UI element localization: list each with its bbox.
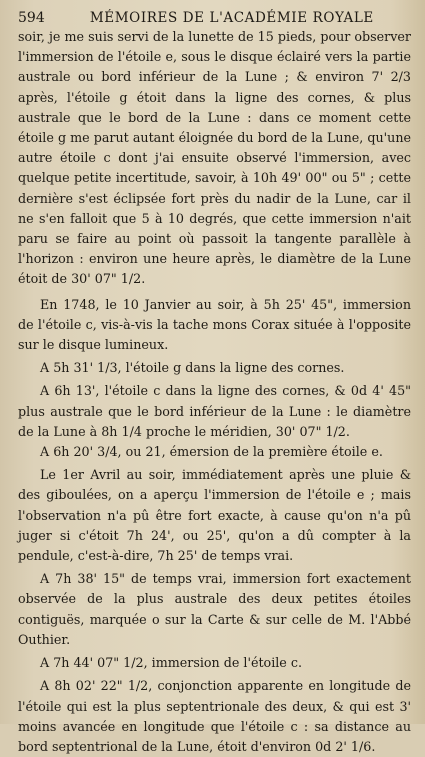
page-number: 594 (18, 10, 45, 26)
running-title: MÉMOIRES DE L'ACADÉMIE ROYALE (89, 10, 374, 26)
paragraph-8: A 7h 44' 07" 1/2, immersion de l'étoile c. (40, 655, 302, 671)
paragraph-4: A 6h 13', l'étoile c dans la ligne des cornes, & 0d 4' 45" plus australe que le bord inférieur de la Lune : le diamètre de la Lune à 8h 1/4 proche le méridien, 30' 07" 1/2. (18, 383, 411, 439)
paragraph-1: soir, je me suis servi de la lunette de 15 pieds, pour observer l'immersion de l'étoile e, sous le disque éclairé vers la partie australe ou bord inférieur de la Lune ; & environ 7' 2/3 après, l'étoile g étoit dans la ligne des cornes, & plus australe que le bord de la Lune : dans ce moment cette étoile g me parut autant éloignée du bord de la Lune, qu'une autre étoile c dont j'ai ensuite observé l'immersion, avec quelque petite incertitude, savoir, à 10h 49' 00" ou 5" ; cette dernière s'est éclipsée fort près du nadir de la Lune, car il ne s'en falloit que 5 à 10 degrés, que cette immersion n'ait paru se faire au point où passoit la tangente parallèle à l'horizon : environ une heure après, le diamètre de la Lune étoit de 30' 07" 1/2. (18, 29, 411, 287)
running-header (18, 10, 411, 26)
paragraph-3: A 5h 31' 1/3, l'étoile g dans la ligne des cornes. (40, 360, 345, 376)
paragraph-6: Le 1er Avril au soir, immédiatement après une pluie & des giboulées, on a aperçu l'immersion de l'étoile e ; mais l'observation n'a pû être fort exacte, à cause qu'on n'a pû juger si c'étoit 7h 24', ou 25', qu'on a dû compter à la pendule, c'est-à-dire, 7h 25' de temps vrai. (18, 467, 411, 564)
paragraph-5: A 6h 20' 3/4, ou 21, émersion de la première étoile e. (40, 444, 383, 460)
paragraph-7: A 7h 38' 15" de temps vrai, immersion fort exactement observée de la plus australe des deux petites étoiles contiguës, marquée o sur la Carte & sur celle de M. l'Abbé Outhier. (18, 571, 411, 647)
paragraph-9: A 8h 02' 22" 1/2, conjonction apparente en longitude de l'étoile qui est la plus septentrionale des deux, & qui est 3' moins avancée en longitude que l'étoile c : sa distance au bord septentrional de la Lune, étoit d'environ 0d 2' 1/6. (18, 678, 411, 754)
paragraph-2: En 1748, le 10 Janvier au soir, à 5h 25' 45", immersion de l'étoile c, vis-à-vis la tache mons Corax située à l'opposite sur le disque lumineux. (18, 296, 411, 353)
